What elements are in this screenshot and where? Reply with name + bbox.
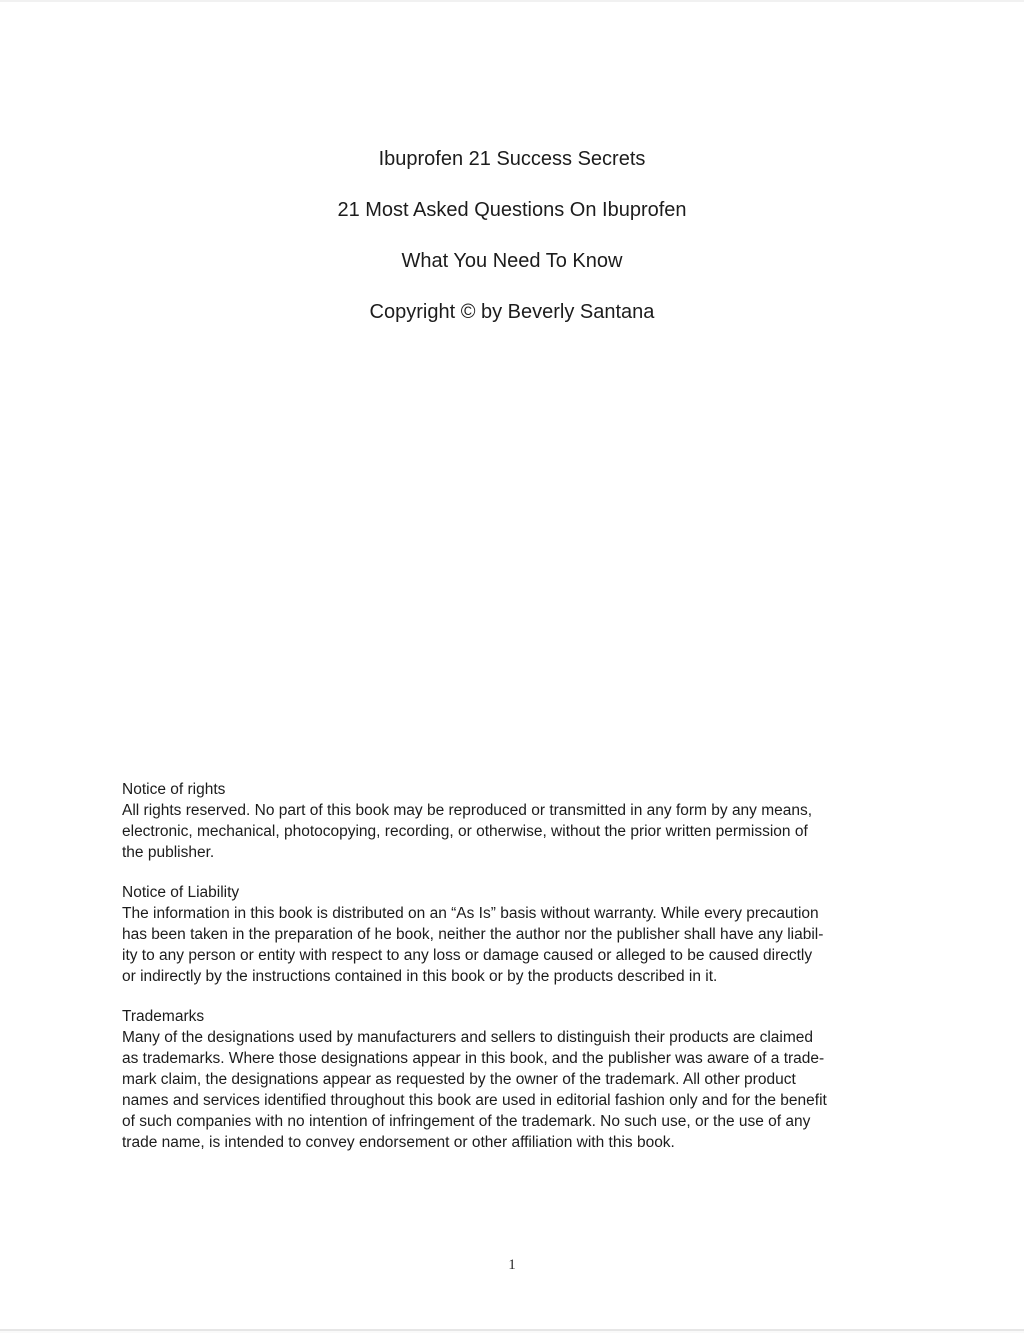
book-tagline: What You Need To Know	[401, 250, 623, 272]
section-heading: Notice of Liability	[122, 884, 240, 901]
text-line: has been taken in the preparation of he book, neither the author nor the publisher shall have any liabil-	[122, 926, 824, 943]
legal-notices	[122, 779, 932, 1153]
book-title: Ibuprofen 21 Success Secrets	[378, 148, 646, 170]
text-line: electronic, mechanical, photocopying, recording, or otherwise, without the prior written permission of	[122, 823, 808, 840]
section-notice-of-liability	[122, 882, 932, 987]
text-line: mark claim, the designations appear as requested by the owner of the trademark. All other product	[122, 1071, 796, 1088]
section-heading: Trademarks	[122, 1008, 205, 1025]
text-line: Many of the designations used by manufacturers and sellers to distinguish their products are claimed	[122, 1029, 813, 1046]
text-line: names and services identified throughout this book are used in editorial fashion only and for the benefit	[122, 1092, 827, 1109]
title-block	[0, 148, 1024, 352]
text-line: ity to any person or entity with respect to any loss or damage caused or alleged to be caused directly	[122, 947, 813, 964]
section-heading: Notice of rights	[122, 781, 226, 798]
text-line: All rights reserved. No part of this book may be reproduced or transmitted in any form by any means,	[122, 802, 813, 819]
copyright-line: Copyright © by Beverly Santana	[369, 301, 655, 323]
text-line: trade name, is intended to convey endorsement or other affiliation with this book.	[122, 1134, 675, 1151]
book-subtitle: 21 Most Asked Questions On Ibuprofen	[337, 199, 687, 221]
text-line: the publisher.	[122, 844, 215, 861]
text-line: The information in this book is distributed on an “As Is” basis without warranty. While every precaution	[122, 905, 819, 922]
text-line: or indirectly by the instructions contained in this book or by the products described in it.	[122, 968, 718, 985]
page-number: 1	[508, 1257, 516, 1273]
page-top-edge	[0, 0, 1024, 2]
section-trademarks	[122, 1006, 932, 1153]
text-line: of such companies with no intention of infringement of the trademark. No such use, or the use of any	[122, 1113, 811, 1130]
section-notice-of-rights	[122, 779, 932, 863]
text-line: as trademarks. Where those designations appear in this book, and the publisher was aware of a trade-	[122, 1050, 825, 1067]
